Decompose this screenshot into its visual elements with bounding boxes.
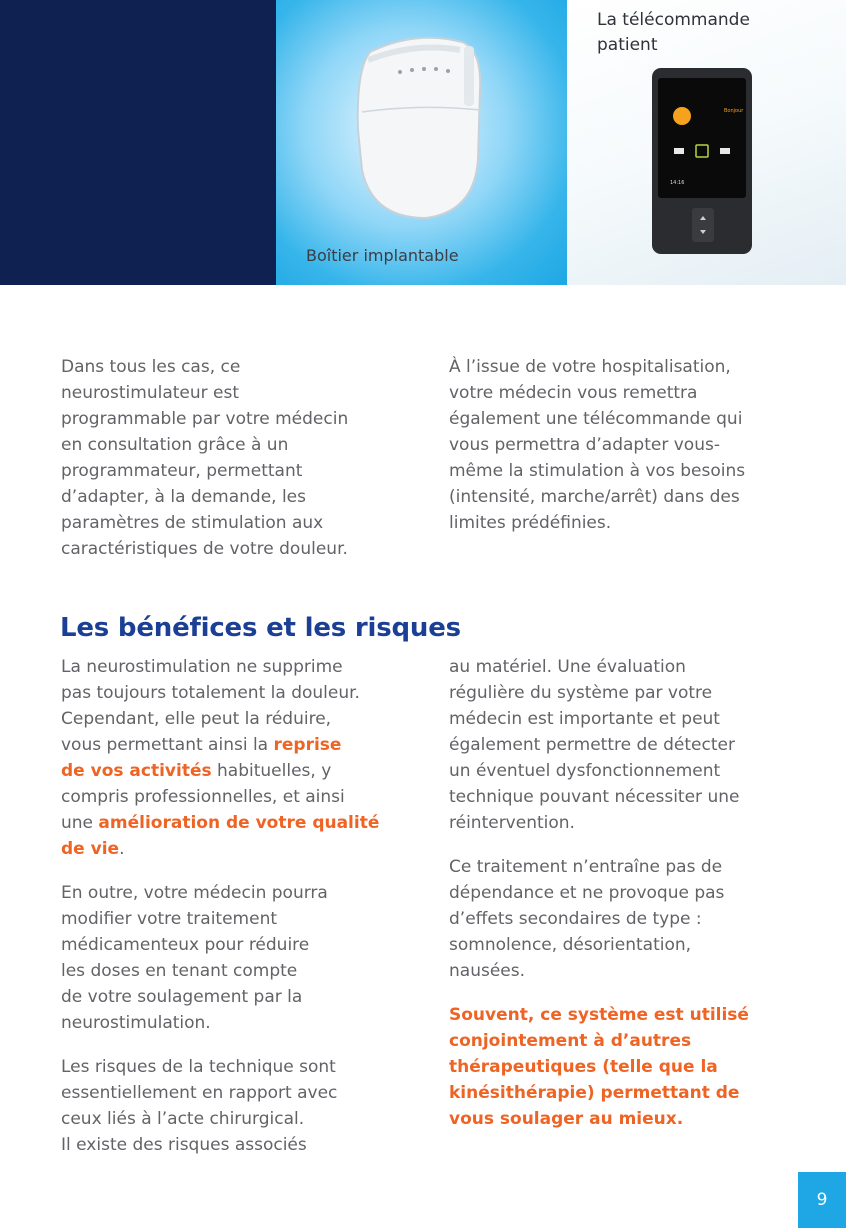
text-line: À l’issue de votre hospitalisation,: [449, 357, 731, 377]
text-line: une: [61, 813, 99, 833]
remote-caption-line-1: La télécommande: [597, 10, 750, 30]
text-line: en consultation grâce à un: [61, 435, 289, 455]
text-line: somnolence, désorientation,: [449, 935, 692, 955]
text-line: vous permettant ainsi la: [61, 735, 274, 755]
patient-remote-image: [652, 68, 752, 258]
text-line: programmateur, permettant: [61, 461, 303, 481]
highlight-paragraph: [449, 1002, 789, 1132]
text-line: également permettre de détecter: [449, 735, 735, 755]
text-line: technique pouvant nécessiter une: [449, 787, 740, 807]
risks-paragraph: [61, 1054, 406, 1158]
section-title: Les bénéfices et les risques: [60, 613, 461, 643]
highlight-text: amélioration de votre qualité: [98, 813, 380, 833]
text-line: La neurostimulation ne supprime: [61, 657, 343, 677]
text-line: neurostimulation.: [61, 1013, 211, 1033]
text-line: habituelles, y: [211, 761, 332, 781]
text-line: kinésithérapie) permettant de: [449, 1083, 740, 1103]
text-line: réintervention.: [449, 813, 575, 833]
section-right-column: [449, 654, 789, 1132]
text-line: En outre, votre médecin pourra: [61, 883, 328, 903]
highlight-text: de vos activités: [61, 761, 212, 781]
text-line: programmable par votre médecin: [61, 409, 349, 429]
highlight-text: reprise: [273, 735, 342, 755]
remote-caption-line-2: patient: [597, 35, 658, 55]
section-left-column: [61, 654, 406, 1158]
text-line: vous soulager au mieux.: [449, 1109, 684, 1129]
intro-left-column: [61, 354, 406, 562]
implantable-device-image: [340, 20, 490, 220]
text-line: Les risques de la technique sont: [61, 1057, 336, 1077]
text-line: Dans tous les cas, ce: [61, 357, 241, 377]
intro-right-column: [449, 354, 789, 536]
text-line: neurostimulateur est: [61, 383, 240, 403]
text-line: d’effets secondaires de type :: [449, 909, 702, 929]
text-line: régulière du système par votre: [449, 683, 713, 703]
text-line: Cependant, elle peut la réduire,: [61, 709, 332, 729]
remote-time: 14:16: [670, 180, 685, 186]
text-line: d’adapter, à la demande, les: [61, 487, 306, 507]
text-line: également une télécommande qui: [449, 409, 743, 429]
text-line: votre médecin vous remettra: [449, 383, 698, 403]
remote-greeting: Bonjour: [724, 108, 744, 114]
text-line: médecin est importante et peut: [449, 709, 720, 729]
page-number: 9: [798, 1172, 846, 1228]
text-line: de votre soulagement par la: [61, 987, 303, 1007]
text-line: paramètres de stimulation aux: [61, 513, 324, 533]
text-line: médicamenteux pour réduire: [61, 935, 310, 955]
text-line: ceux liés à l’acte chirurgical.: [61, 1109, 305, 1129]
text-line: Souvent, ce système est utilisé: [449, 1005, 749, 1025]
implant-caption: Boîtier implantable: [306, 246, 459, 265]
text-line: nausées.: [449, 961, 526, 981]
intro-left-paragraph: [61, 354, 406, 562]
text-line: un éventuel dysfonctionnement: [449, 761, 721, 781]
text-line: même la stimulation à vos besoins: [449, 461, 746, 481]
text-line: compris professionnelles, et ainsi: [61, 787, 345, 807]
text-line: essentiellement en rapport avec: [61, 1083, 338, 1103]
dark-panel: [0, 0, 276, 285]
remote-caption: [597, 8, 797, 58]
text-line: pas toujours totalement la douleur.: [61, 683, 360, 703]
side-effects-paragraph: [449, 854, 789, 984]
text-line: dépendance et ne provoque pas: [449, 883, 725, 903]
text-line: thérapeutiques (telle que la: [449, 1057, 718, 1077]
text-line: vous permettra d’adapter vous-: [449, 435, 720, 455]
highlight-text: de vie: [61, 839, 120, 859]
text-line: modifier votre traitement: [61, 909, 278, 929]
text-line: (intensité, marche/arrêt) dans des: [449, 487, 740, 507]
intro-right-paragraph: [449, 354, 789, 536]
text-line: .: [119, 839, 125, 859]
text-line: les doses en tenant compte: [61, 961, 298, 981]
text-line: Il existe des risques associés: [61, 1135, 307, 1155]
text-line: Ce traitement n’entraîne pas de: [449, 857, 723, 877]
benefits-paragraph: [61, 654, 406, 862]
header-banner: [0, 0, 846, 285]
treatment-paragraph: [61, 880, 406, 1036]
text-line: limites prédéfinies.: [449, 513, 612, 533]
text-line: conjointement à d’autres: [449, 1031, 692, 1051]
text-line: caractéristiques de votre douleur.: [61, 539, 348, 559]
text-line: au matériel. Une évaluation: [449, 657, 686, 677]
evaluation-paragraph: [449, 654, 789, 836]
